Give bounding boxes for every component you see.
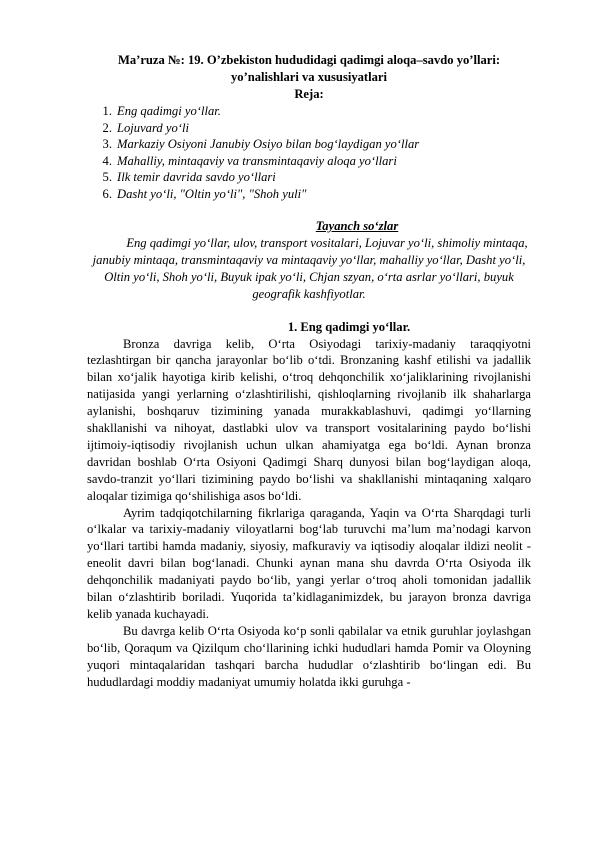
body-paragraph: Bronza davriga kelib, O‘rta Osiyodagi tarixiy-madaniy taraqqiyotni tezlashtirgan bir qancha jarayonlar bo‘lib o‘tdi. Bronzaning kashf etilishi va jadallik bilan xo‘jalik hayotiga kirib kelishi, o‘troq dehqonchilik xo‘jaliklarining rivojlanishi natijasida yangi yerlarning o‘zlashtirilishi, qishloqlarning rivojlanib ilk shaharlarga aylanishi, boshqaruv tizimining yanada murakkablashuvi, qadimgi yo‘llarning shakllanishi va nihoyat, dastlabki ulov va transport vositalarining paydo bo‘lishi ijtimoiy-iqtisodiy rivojlanish uchun ulkan ahamiyatga ega bo‘ldi. Aynan bronza davridan boshlab O‘rta Osiyoni Qadimgi Sharq dunyosi bilan bog‘laydigan aloqa, savdo-tranzit yo‘llari tizimining paydo bo‘lishi va shakllanishi mintaqaning xalqaro aloqalar tizimiga qo‘shilishiga asos bo‘ldi.: [87, 336, 531, 503]
plan-item: 3. Markaziy Osiyoni Janubiy Osiyo bilan bog‘laydigan yo‘llar: [102, 137, 420, 151]
keywords-text: Eng qadimgi yo‘llar, ulov, transport vositalari, Lojuvar yo‘li, shimoliy mintaqa, janubiy mintaqa, transmintaqaviy va mintaqaviy yo‘llar, mahalliy yo‘llar, Dasht yo‘li, Oltin yo‘li, Shoh yo‘li, Buyuk ipak yo‘li, Chjan szyan, o‘rta asrlar yo‘llari, buyuk geografik kashfiyotlar.: [92, 235, 528, 301]
plan-list: [87, 103, 531, 202]
plan-item: 6. Dasht yo‘li, "Oltin yo‘li", "Shoh yuli": [102, 186, 307, 201]
plan-item: 4. Mahalliy, mintaqaviy va transmintaqaviy aloqa yo‘llari: [102, 153, 397, 168]
plan-item: 5. Ilk temir davrida savdo yo‘llari: [102, 170, 276, 184]
plan-item: 2. Lojuvard yo‘li: [102, 120, 189, 135]
plan-heading: Reja:: [294, 87, 324, 101]
lecture-page: [87, 52, 531, 691]
body-paragraph: Ayrim tadqiqotchilarning fikrlariga qaraganda, Yaqin va O‘rta Sharqdagi turli o‘lkalar va tarixiy-madaniy viloyatlarni bog‘lab turuvchi ma’lum ma’nodagi karvon yo‘llari tartibi hamda madaniy, siyosiy, mafkuraviy va iqtisodiy aloqalar ildizi neolit - eneolit davri bilan bog‘lanadi. Chunki aynan mana shu davrda O‘rta Osiyoda ilk dehqonchilik madaniyati paydo bo‘lib, yangi yerlar o‘troq aholi tomonidan jadallik bilan o‘zlashtirib boriladi. Yuqorida ta’kidlaganimizdek, bu jarayon bronza davriga kelib yanada kuchayadi.: [87, 505, 531, 621]
section-heading: 1. Eng qadimgi yo‘llar.: [287, 319, 411, 334]
plan-item: 1. Eng qadimgi yo‘llar.: [102, 104, 221, 118]
keywords-heading: Tayanch so‘zlar: [315, 219, 399, 233]
body-paragraph: Bu davrga kelib O‘rta Osiyoda ko‘p sonli qabilalar va etnik guruhlar joylashgan bo‘lib, Qoraqum va Qizilqum cho‘llarining ichki hududlari hamda Pomir va Oloyning yuqori mintaqalaridan tashqari barcha hududlar o‘zlashtirib bo‘lingan edi. Bu hududlardagi moddiy madaniyat umumiy holatda ikki guruhga -: [87, 623, 531, 689]
lecture-title: Ma’ruza №: 19. O’zbekiston hududidagi qadimgi aloqa–savdo yo’llari: yo’nalishlari va xususiyatlari: [117, 53, 501, 84]
